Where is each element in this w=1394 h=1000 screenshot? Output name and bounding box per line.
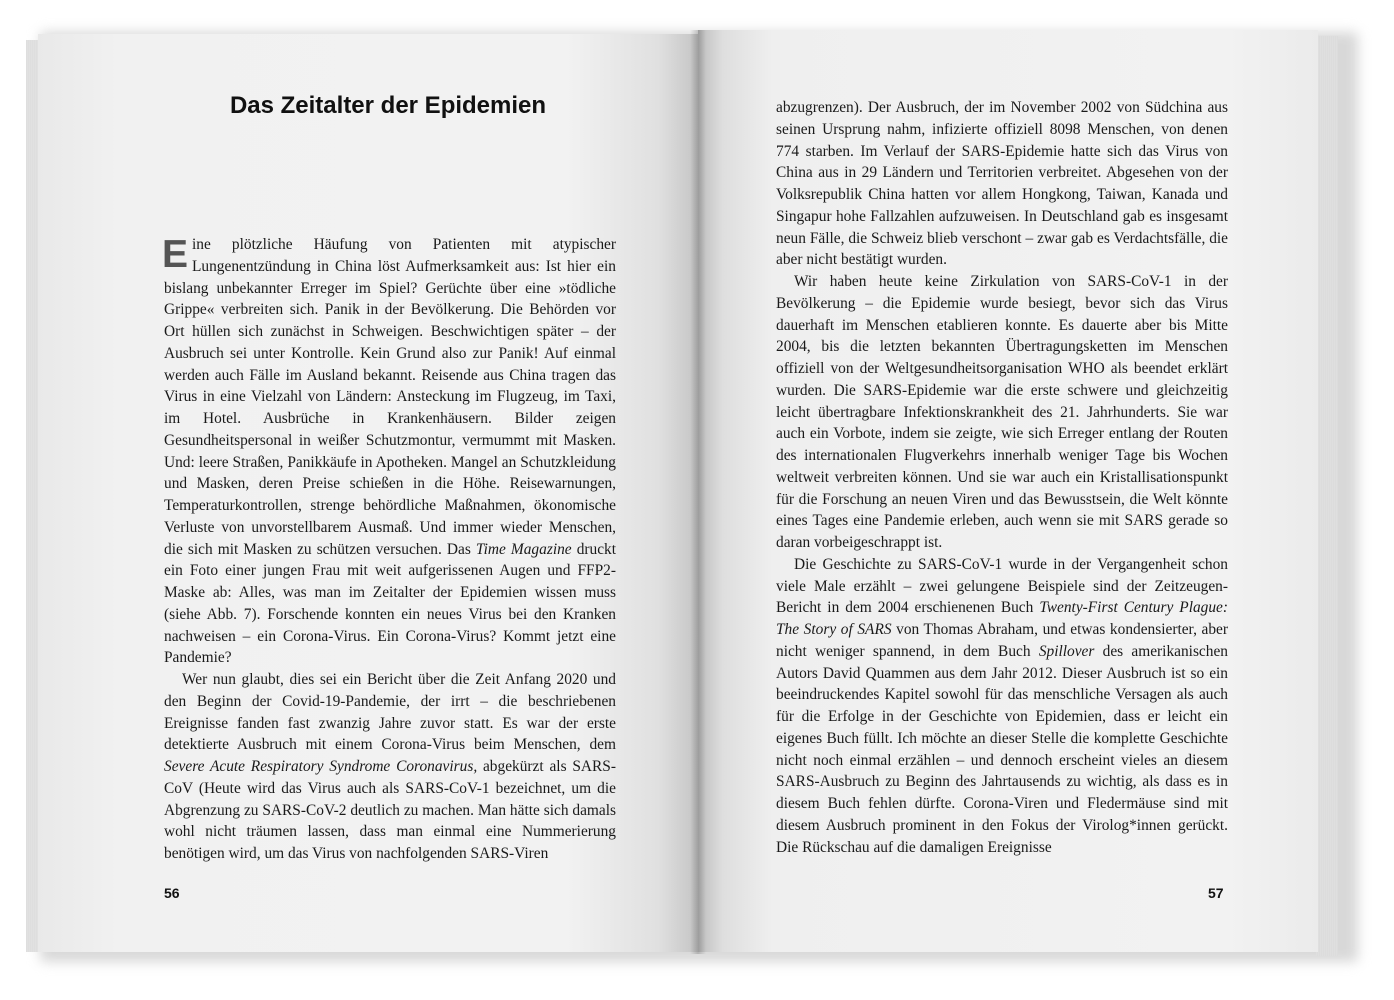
italic-text: Time Magazine: [475, 540, 572, 558]
paragraph: [776, 554, 1228, 859]
paragraph-text: Wer nun glaubt, dies sei ein Bericht über die Zeit Anfang 2020 und den Beginn der Covid-19-Pandemie, der irrt – die beschriebenen Ereignisse fanden fast zwanzig Jahre zuvor statt. Es war der erste detektierte Ausbruch mit einem Corona-Virus beim Menschen, dem: [164, 671, 616, 754]
paragraph-text: von Thomas Abraham, und etwas kondensierter, aber nicht weniger spannend, in dem Buch: [776, 621, 1228, 660]
drop-cap: E: [162, 233, 189, 276]
italic-text: Twenty-First Century Plague: The Story of SARS: [776, 599, 1229, 638]
page-number-left: 56: [164, 885, 180, 901]
paragraph-text: ine plötzliche Häufung von Patienten mit atypischer Lungenentzündung in China löst Aufmerksamkeit aus: Ist hier ein bislang unbekannter Erreger im Spiel? Gerüchte über eine »tödliche Grippe« verbreiten sich. Panik in der Bevölkerung. Die Behörden vor Ort hüllen sich zunächst in Schweigen. Beschwichtigen später – der Ausbruch sei unter Kontrolle. Kein Grund also zur Panik! Auf einmal werden auch Fälle im Ausland bekannt. Reisende aus China tragen das Virus in eine Vielzahl von Ländern: Ansteckung im Flugzeug, im Taxi, im Hotel. Ausbrüche in Krankenhäusern. Bilder zeigen Gesundheitspersonal in weißer Schutzmontur, vermummt mit Masken. Und: leere Straßen, Panikkäufe in Apotheken. Mangel an Schutzkleidung und Masken, deren Preise schießen in die Höhe. Reisewarnungen, Temperaturkontrollen, strenge behördliche Maßnahmen, ökonomische Verluste von unvorstellbarem Ausmaß. Und immer wieder Menschen, die sich mit Masken zu schützen versuchen. Das: [164, 236, 616, 558]
paragraph-text: abgekürzt als SARS-CoV (Heute wird das Virus auch als SARS-CoV-1 bezeichnet, um die Abgrenzung zu SARS-CoV-2 deutlich zu machen. Man hätte sich damals wohl nicht träumen lassen, dass man einmal eine Nummerierung benötigen wird, um das Virus von nachfolgenden SARS-Viren: [164, 758, 616, 862]
paragraph: [164, 669, 616, 865]
left-page-text: [164, 234, 616, 865]
italic-text: Severe Acute Respiratory Syndrome Coronavirus,: [164, 758, 478, 775]
page-number-right: 57: [1208, 885, 1224, 901]
paragraph: abzugrenzen). Der Ausbruch, der im November 2002 von Südchina aus seinen Ursprung nahm, infizierte offiziell 8098 Menschen, von denen 774 starben. Im Verlauf der SARS-Epidemie hatte sich das Virus von China aus in 29 Ländern und Territorien verbreitet. Abgesehen von der Volksrepublik China hatten vor allem Hongkong, Taiwan, Kanada und Singapur hohe Fallzahlen aufzuweisen. In Deutschland gab es insgesamt neun Fälle, die Schweiz blieb verschont – zwar gab es Verdachtsfälle, die aber nicht bestätigt wurden.: [776, 99, 1228, 269]
right-page-text: [776, 97, 1228, 858]
chapter-title: Das Zeitalter der Epidemien: [229, 92, 547, 119]
book-gutter: [690, 30, 706, 954]
paragraph-text: druckt ein Foto einer jungen Frau mit weit aufgerissenen Augen und FFP2-Maske ab: Alles, was man im Zeitalter der Epidemien wissen muss (siehe Abb. 7). Forschende konnten ein neues Virus bei den Kranken nachweisen – ein Corona-Virus. Ein Corona-Virus? Kommt jetzt eine Pandemie?: [164, 540, 617, 667]
paragraph: Wir haben heute keine Zirkulation von SARS-CoV-1 in der Bevölkerung – die Epidemie wurde besiegt, bevor sich das Virus dauerhaft im Menschen etablieren konnte. Es dauerte aber bis Mitte 2004, bis die letzten bekannten Übertragungsketten im Menschen offiziell von der Weltgesundheitsorganisation WHO als beendet erklärt wurden. Die SARS-Epidemie war die erste schwere und gleichzeitig leicht übertragbare Infektionskrankheit des 21. Jahrhunderts. Sie war auch ein Vorbote, indem sie zeigte, wie sich Erreger entlang der Routen des internationalen Flugverkehrs innerhalb weniger Tage bis Wochen weltweit verbreiten können. Und sie war auch ein Kristallisationspunkt für die Forschung an neuen Viren und das Bewusstsein, die Welt könnte eines Tages eine Pandemie erleben, auch wenn sie mit SARS gerade so daran vorbeigeschrappt ist.: [776, 273, 1228, 551]
paragraph: [164, 234, 616, 669]
page-edges-right: [1316, 36, 1338, 956]
paragraph-text: Die Geschichte zu SARS-CoV-1 wurde in der Vergangenheit schon viele Male erzählt – zwei gelungene Beispiele sind der Zeitzeugen-Bericht in dem 2004 erschienenen Buch: [776, 555, 1228, 617]
paragraph-text: des amerikanischen Autors David Quammen aus dem Jahr 2012. Dieser Ausbruch ist so ein beeindruckendes Kapitel sowohl für das menschliche Versagen als auch für die Erfolge in der Geschichte von Epidemien, dass er leicht ein eigenes Buch füllt. Ich möchte an dieser Stelle die komplette Geschichte nicht noch einmal erzählen – und dennoch erscheint vieles an diesem SARS-Ausbruch zu Beginn des Jahrtausends zu wichtig, als dass es in diesem Buch fehlen dürfte. Corona-Viren und Fledermäuse sind mit diesem Ausbruch prominent in den Fokus der Virolog*innen gerückt. Die Rückschau auf die damaligen Ereignisse: [776, 642, 1228, 856]
italic-text: Spillover: [1038, 642, 1095, 660]
